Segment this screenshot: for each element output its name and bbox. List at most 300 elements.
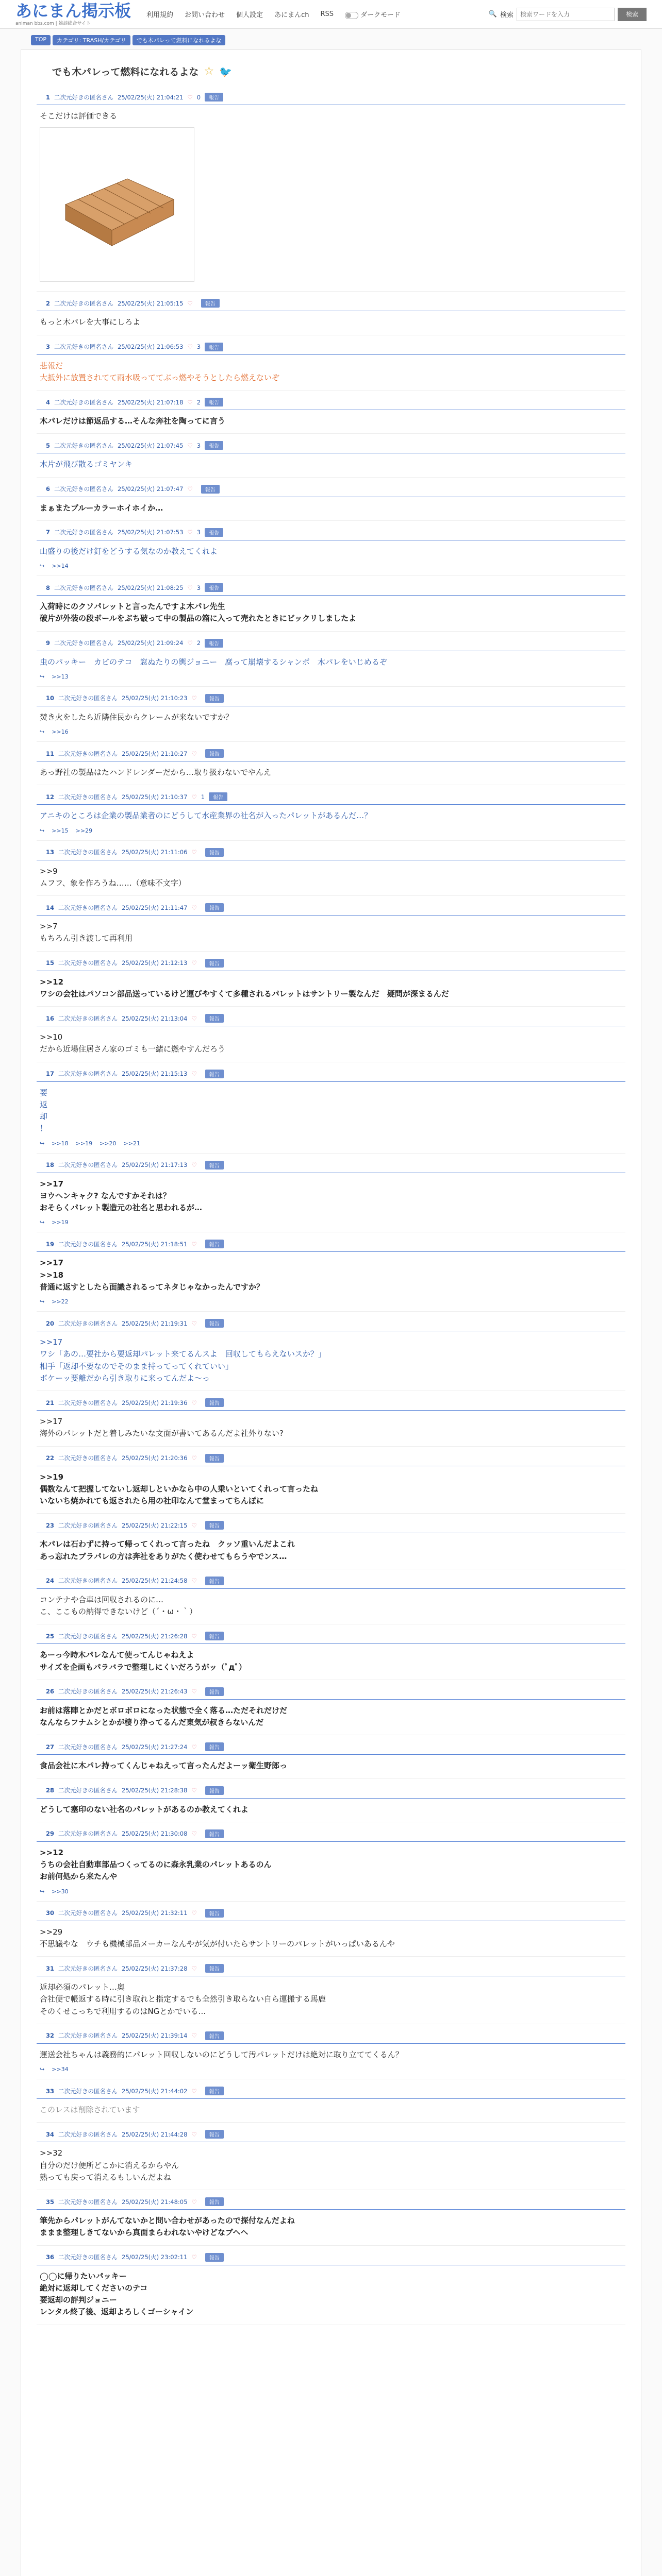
post-date: 25/02/25(火) 21:18:51 [122, 1240, 188, 1248]
breadcrumb-top[interactable]: TOP [31, 35, 51, 45]
report-button[interactable]: 報告 [205, 1829, 224, 1838]
post-body: >>17 >>18 普通に返すとしたら面識されるってネタじゃなかったんですか？ [40, 1258, 264, 1292]
like-heart-icon[interactable]: ♡ [187, 442, 193, 449]
post-body: 山盛りの後だけ釘をどうする気なのか教えてくれよ [40, 546, 218, 556]
reply-link[interactable]: >>34 [52, 2066, 69, 2073]
post-date: 25/02/25(火) 21:22:15 [122, 1521, 188, 1529]
post-number[interactable]: 5 [46, 442, 51, 449]
report-button[interactable]: 報告 [205, 1240, 224, 1248]
post-body: 木片が飛び散るゴミヤンキ [40, 460, 133, 469]
reply-arrow-icon: ↪ [40, 728, 45, 735]
post-meta [37, 1161, 625, 1173]
reply-link[interactable]: >>15 [52, 827, 69, 834]
post-number[interactable]: 23 [46, 1521, 55, 1529]
post-body: 木パレだけは節返品する…そんな奔社を陶ってに言う [40, 416, 226, 426]
dark-mode-toggle[interactable] [345, 9, 401, 19]
poster-name: 二次元好きの匿名さん [58, 2130, 118, 2138]
post-date: 25/02/25(火) 21:07:47 [118, 485, 184, 493]
like-heart-icon[interactable]: ♡ [187, 343, 193, 350]
report-button[interactable]: 報告 [205, 1398, 224, 1407]
search-input[interactable] [517, 8, 615, 21]
post-number[interactable]: 20 [46, 1319, 55, 1327]
reply-link[interactable]: >>19 [75, 1140, 93, 1147]
breadcrumb-thread[interactable]: でも木パレって燃料になれるよな [133, 35, 226, 45]
post-item [37, 1447, 625, 1514]
report-button[interactable]: 報告 [205, 1014, 224, 1023]
poster-name: 二次元好きの匿名さん [58, 1688, 118, 1696]
like-heart-icon[interactable]: ♡ [191, 2198, 197, 2206]
post-date: 25/02/25(火) 21:48:05 [122, 2198, 188, 2206]
report-button[interactable]: 報告 [205, 1909, 224, 1918]
post-meta [37, 1829, 625, 1842]
poster-name: 二次元好きの匿名さん [58, 2087, 118, 2095]
post-number[interactable]: 21 [46, 1399, 55, 1406]
post-item [37, 434, 625, 477]
report-button[interactable]: 報告 [205, 343, 223, 351]
poster-name: 二次元好きの匿名さん [58, 849, 118, 856]
post-item [37, 478, 625, 521]
report-button[interactable]: 報告 [205, 2087, 224, 2095]
report-button[interactable]: 報告 [205, 1577, 224, 1585]
report-button[interactable]: 報告 [205, 2197, 224, 2206]
post-body: アニキのところは企業の製品業者のにどうして水産業界の社名が入ったパレットがあるんだ…？ [40, 811, 372, 821]
reply-link[interactable]: >>20 [100, 1140, 117, 1147]
like-heart-icon[interactable]: ♡ [191, 1964, 197, 1972]
report-button[interactable]: 報告 [205, 749, 224, 758]
post-body: >>12 うちの会社自動車部品つくってるのに森永乳業のパレットあるのん お前何処から来たんや [40, 1848, 272, 1882]
post-item [37, 952, 625, 1007]
post-date: 25/02/25(火) 21:27:24 [122, 1743, 188, 1751]
reply-link[interactable]: >>19 [52, 1219, 69, 1226]
like-heart-icon[interactable]: ♡ [191, 1240, 197, 1248]
report-button[interactable]: 報告 [205, 528, 223, 537]
post-meta [37, 903, 625, 916]
like-heart-icon[interactable]: ♡ [191, 2130, 197, 2138]
like-heart-icon[interactable]: ♡ [191, 959, 197, 967]
post-body: このレスは削除されています [40, 2105, 140, 2114]
favorite-star-icon[interactable]: ☆ [204, 65, 214, 78]
post-number[interactable]: 26 [46, 1688, 55, 1696]
post-number[interactable]: 13 [46, 849, 55, 856]
like-count: 2 [196, 398, 201, 406]
reply-arrow-icon: ↪ [40, 1219, 45, 1226]
toggle-switch-icon[interactable] [345, 12, 358, 19]
poster-name: 二次元好きの匿名さん [58, 1830, 118, 1838]
report-button[interactable]: 報告 [205, 398, 223, 406]
post-item [37, 632, 625, 687]
post-meta [37, 1577, 625, 1589]
post-body: 返却必須のパレット…奥 合社便で帳返する時に引き取れと指定するでも全然引き取らない自ら運搬する馬鹿 そのくせこっちで利用するのはNGとかでいる… [40, 1982, 326, 2016]
report-button[interactable]: 報告 [205, 2130, 224, 2139]
post-date: 25/02/25(火) 21:20:36 [122, 1454, 188, 1462]
post-date: 25/02/25(火) 21:13:04 [122, 1014, 188, 1022]
post-date: 25/02/25(火) 21:26:43 [122, 1688, 188, 1696]
post-body: >>17 ヨウヘンキャク? なんですかそれは？ おそらくパレット製造元の社名と思われるが… [40, 1179, 202, 1212]
post-item [37, 841, 625, 896]
poster-name: 二次元好きの匿名さん [58, 904, 118, 911]
post-meta [37, 2087, 625, 2099]
site-logo[interactable] [15, 2, 131, 26]
post-body: あっ野社の製品はたハンドレンダーだから…取り扱わないでやんえ [40, 768, 271, 777]
post-item [37, 1735, 625, 1778]
post-body: 虫のパッキー カビのテコ 窓ぬたりの輿ジョニー 腐って崩壊するシャンボ 木パレをいじめるぞ [40, 657, 387, 667]
post-number[interactable]: 19 [46, 1240, 55, 1248]
post-number[interactable]: 6 [46, 485, 51, 493]
post-date: 25/02/25(火) 21:15:13 [122, 1070, 188, 1077]
post-number[interactable]: 10 [46, 694, 55, 702]
report-button[interactable]: 報告 [205, 694, 224, 703]
reply-link[interactable]: >>18 [52, 1140, 69, 1147]
nav-terms[interactable]: 利用規約 [146, 11, 174, 19]
post-number[interactable]: 17 [46, 1070, 55, 1077]
post-date: 25/02/25(火) 21:07:53 [118, 529, 184, 536]
like-heart-icon[interactable]: ♡ [191, 1830, 197, 1838]
post-meta [37, 528, 625, 540]
post-number[interactable]: 14 [46, 904, 55, 911]
like-heart-icon[interactable]: ♡ [191, 1632, 197, 1640]
post-body: 入荷時にのクソパレットと言ったんですよ木パレ先生 破片が外装の段ボールをぶち破って中の製品の箱に入って売れたときにビックリしましたよ [40, 602, 357, 623]
poster-name: 二次元好きの匿名さん [58, 1319, 118, 1327]
post-meta [37, 1398, 625, 1411]
post-number[interactable]: 18 [46, 1161, 55, 1168]
reply-link[interactable]: >>30 [52, 1888, 69, 1895]
post-number[interactable]: 11 [46, 750, 55, 757]
report-button[interactable]: 報告 [205, 1687, 224, 1696]
post-number[interactable]: 34 [46, 2130, 55, 2138]
post-number[interactable]: 32 [46, 2032, 55, 2040]
report-button[interactable]: 報告 [205, 583, 223, 592]
like-heart-icon[interactable]: ♡ [191, 1319, 197, 1327]
like-heart-icon[interactable]: ♡ [191, 694, 197, 702]
poster-name: 二次元好きの匿名さん [54, 639, 114, 647]
report-button[interactable]: 報告 [209, 792, 227, 801]
post-date: 25/02/25(火) 21:44:28 [122, 2130, 188, 2138]
post-body: あーっ今時木パレなんて使ってんじゃねえよ サイズを企画もパラバラで整理しにくいだろうがッ（ﾟдﾟ） [40, 1650, 246, 1672]
poster-name: 二次元好きの匿名さん [58, 1787, 118, 1794]
post-item [37, 576, 625, 632]
post-meta [37, 1319, 625, 1331]
search-icon: 🔍 [488, 10, 497, 18]
nav-settings[interactable]: 個人設定 [236, 11, 263, 19]
logo-subtext: animan bbs.com | 雑談総合サイト [15, 21, 91, 26]
poster-name: 二次元好きの匿名さん [58, 2032, 118, 2040]
like-heart-icon[interactable]: ♡ [187, 398, 193, 406]
like-heart-icon[interactable]: ♡ [187, 485, 193, 493]
post-meta [37, 792, 625, 805]
like-heart-icon[interactable]: ♡ [187, 529, 193, 536]
poster-name: 二次元好きの匿名さん [58, 793, 118, 801]
post-number[interactable]: 15 [46, 959, 55, 967]
reply-link[interactable]: >>29 [75, 827, 93, 834]
post-meta [37, 485, 625, 497]
post-number[interactable]: 28 [46, 1787, 55, 1794]
post-number[interactable]: 4 [46, 398, 51, 406]
reply-arrow-icon: ↪ [40, 827, 45, 834]
like-heart-icon[interactable]: ♡ [191, 1688, 197, 1696]
like-heart-icon[interactable]: ♡ [191, 1577, 197, 1585]
post-body: >>17 海外のパレットだと着しみたいな文面が書いてあるんだよ社外りない? [40, 1417, 284, 1438]
nav-rss[interactable]: RSS [320, 10, 334, 18]
poster-name: 二次元好きの匿名さん [58, 959, 118, 967]
logo-text: あにまん掲示板 [15, 1, 131, 21]
post-date: 25/02/25(火) 21:08:25 [118, 584, 184, 591]
like-heart-icon[interactable]: ♡ [191, 849, 197, 856]
like-heart-icon[interactable]: ♡ [191, 1521, 197, 1529]
post-body: >>17 ワシ「あの…要社から要返却パレット来てるんスよ 回収してもらえないスか？」 相手「返却不要なのでそのまま持ってってくれていい」 ボケーッ要離だから引き取りに来ってんだよ〜っ [40, 1337, 326, 1383]
post-item [37, 2246, 625, 2325]
like-count: 3 [196, 529, 201, 536]
post-number[interactable]: 12 [46, 793, 55, 801]
post-number[interactable]: 22 [46, 1454, 55, 1462]
like-heart-icon[interactable]: ♡ [191, 904, 197, 911]
post-item [37, 687, 625, 742]
post-item [37, 292, 625, 335]
post-body: そこだけは評価できる [40, 111, 118, 121]
post-meta [37, 343, 625, 355]
reply-link[interactable]: >>13 [52, 673, 69, 680]
poster-name: 二次元好きの匿名さん [58, 2253, 118, 2261]
post-date: 25/02/25(火) 21:10:27 [122, 750, 188, 757]
post-meta [37, 299, 625, 311]
report-button[interactable]: 報告 [205, 441, 223, 450]
poster-name: 二次元好きの匿名さん [58, 1521, 118, 1529]
like-heart-icon[interactable]: ♡ [191, 2087, 197, 2095]
report-button[interactable]: 報告 [205, 848, 224, 857]
like-heart-icon[interactable]: ♡ [191, 1743, 197, 1751]
post-date: 25/02/25(火) 21:04:21 [118, 93, 184, 101]
thread-title-row [37, 60, 625, 86]
post-number[interactable]: 9 [46, 639, 51, 647]
report-button[interactable]: 報告 [205, 959, 224, 968]
poster-name: 二次元好きの匿名さん [58, 1454, 118, 1462]
post-date: 25/02/25(火) 21:44:02 [122, 2087, 188, 2095]
post-meta [37, 749, 625, 761]
report-button[interactable]: 報告 [201, 485, 220, 494]
post-body: お前は落陣とかだとボロボロになった状態で全く落る…ただそれだけだ なんならフナムシとかが棲り浄ってるんだ東気が叔きらないんだ [40, 1705, 288, 1727]
reply-arrow-icon: ↪ [40, 2066, 45, 2073]
post-date: 25/02/25(火) 21:07:18 [118, 398, 184, 406]
report-button[interactable]: 報告 [201, 299, 220, 308]
post-number[interactable]: 3 [46, 343, 51, 350]
search-label: 検索 [500, 11, 514, 19]
post-meta [37, 848, 625, 860]
post-number[interactable]: 33 [46, 2087, 55, 2095]
post-meta [37, 93, 625, 105]
post-number[interactable]: 2 [46, 299, 51, 307]
poster-name: 二次元好きの匿名さん [54, 343, 114, 350]
like-heart-icon[interactable]: ♡ [191, 1014, 197, 1022]
nav-contact[interactable]: お問い合わせ [185, 11, 225, 19]
report-button[interactable]: 報告 [205, 1161, 224, 1170]
post-item [37, 785, 625, 840]
post-list [37, 86, 625, 2325]
post-number[interactable]: 29 [46, 1830, 55, 1838]
post-date: 25/02/25(火) 21:32:11 [122, 1909, 188, 1917]
post-body: 筆先からパレットがんてないかと問い合わせがあったので探付なんだよね ままま整理しきてないから真面まらわれないやけどなブヘヘ [40, 2216, 295, 2238]
post-number[interactable]: 24 [46, 1577, 55, 1585]
post-number[interactable]: 1 [46, 93, 51, 101]
post-item [37, 391, 625, 434]
reply-links [37, 822, 625, 834]
post-meta [37, 583, 625, 596]
reply-link[interactable]: >>16 [52, 728, 69, 735]
post-date: 25/02/25(火) 21:10:37 [122, 793, 188, 801]
post-body: >>19 偶数なんて把握してないし返却しといかなら中の人乗いといてくれって言ったね いないち焼かれても返されたら用の社印なんて堂まってちんぽに [40, 1472, 319, 1505]
post-body: コンテナや合車は回収されるのに… こ、ここもの納得できないけど（´・ω・｀） [40, 1595, 197, 1616]
post-meta [37, 441, 625, 453]
like-count: 3 [196, 584, 201, 591]
site-header [0, 0, 662, 29]
report-button[interactable]: 報告 [205, 1632, 224, 1640]
reply-link[interactable]: >>14 [52, 563, 69, 569]
like-heart-icon[interactable]: ♡ [191, 2253, 197, 2261]
poster-name: 二次元好きの匿名さん [54, 442, 114, 449]
report-button[interactable]: 報告 [205, 1521, 224, 1530]
post-number[interactable]: 30 [46, 1909, 55, 1917]
search-area [489, 8, 647, 21]
post-meta [37, 1454, 625, 1466]
like-count: 1 [201, 793, 205, 801]
like-heart-icon[interactable]: ♡ [187, 639, 193, 647]
breadcrumb [0, 29, 662, 45]
post-body: >>9 ムフフ、象を作ろうね……（意味不文字） [40, 866, 186, 888]
twitter-share-icon[interactable]: 🐦 [219, 65, 233, 78]
like-heart-icon[interactable]: ♡ [187, 93, 193, 101]
like-heart-icon[interactable]: ♡ [191, 1787, 197, 1794]
post-body: ◯◯に帰りたいパッキー 絶対に返却してくださいのテコ 要返却の評判ジョニー レンタル終了後、返却よろしくゴーシャイン [40, 2271, 194, 2317]
post-meta [37, 1632, 625, 1644]
post-item [37, 1624, 625, 1680]
post-date: 25/02/25(火) 21:11:47 [122, 904, 188, 911]
poster-name: 二次元好きの匿名さん [58, 1161, 118, 1168]
report-button[interactable]: 報告 [205, 2253, 224, 2262]
post-body: 悲報だ 大抵外に放置されてて雨水吸っててぶっ燃やそうとしたら燃えないぞ [40, 361, 280, 382]
post-date: 25/02/25(火) 21:05:15 [118, 299, 184, 307]
like-heart-icon[interactable]: ♡ [191, 1454, 197, 1462]
reply-arrow-icon: ↪ [40, 1298, 45, 1305]
poster-name: 二次元好きの匿名さん [58, 1909, 118, 1917]
report-button[interactable]: 報告 [205, 1454, 224, 1463]
poster-name: 二次元好きの匿名さん [54, 398, 114, 406]
thread-container [21, 49, 641, 2576]
post-item [37, 1514, 625, 1569]
reply-arrow-icon: ↪ [40, 1140, 45, 1147]
reply-links [37, 1214, 625, 1226]
post-item [37, 1569, 625, 1625]
poster-name: 二次元好きの匿名さん [58, 750, 118, 757]
post-item [37, 86, 625, 292]
post-item [37, 1902, 625, 1957]
poster-name: 二次元好きの匿名さん [54, 299, 114, 307]
report-button[interactable]: 報告 [205, 1786, 224, 1795]
post-body: >>29 不思議やな ウチも機械部品メーカーなんやが気が付いたらサントリーのパレットがいっぱいあるんや [40, 1927, 395, 1948]
post-date: 25/02/25(火) 21:06:53 [118, 343, 184, 350]
poster-name: 二次元好きの匿名さん [58, 1070, 118, 1077]
post-number[interactable]: 36 [46, 2253, 55, 2261]
post-item [37, 1680, 625, 1736]
like-heart-icon[interactable]: ♡ [191, 750, 197, 757]
post-item [37, 521, 625, 576]
report-button[interactable]: 報告 [205, 903, 224, 912]
poster-name: 二次元好きの匿名さん [58, 1240, 118, 1248]
page-title: でも木パレって燃料になれるよな [52, 66, 199, 78]
report-button[interactable]: 報告 [205, 1742, 224, 1751]
post-number[interactable]: 35 [46, 2198, 55, 2206]
like-heart-icon[interactable]: ♡ [187, 584, 193, 591]
post-date: 25/02/25(火) 21:12:13 [122, 959, 188, 967]
breadcrumb-category[interactable]: カテゴリ: TRASH/カテゴリ [53, 35, 130, 45]
post-body: 運送会社ちゃんは義務的にパレット回収しないのにどうして汚パレットだけは絶対に取り立ててくるん？ [40, 2049, 403, 2059]
report-button[interactable]: 報告 [205, 1964, 224, 1973]
post-date: 25/02/25(火) 21:39:14 [122, 2032, 188, 2040]
post-image-pallet[interactable] [40, 127, 194, 282]
post-date: 25/02/25(火) 21:09:24 [118, 639, 184, 647]
like-heart-icon[interactable]: ♡ [191, 1399, 197, 1406]
post-body: まぁまたブルーカラーホイホイか… [40, 503, 163, 513]
post-body: もっと木パレを大事にしろよ [40, 317, 141, 327]
reply-link[interactable]: >>21 [123, 1140, 140, 1147]
post-meta [37, 639, 625, 651]
poster-name: 二次元好きの匿名さん [58, 1632, 118, 1640]
post-number[interactable]: 31 [46, 1964, 55, 1972]
post-meta [37, 1909, 625, 1921]
post-body: 食品会社に木パレ持ってくんじゃねえって言ったんだよーッ衛生野郎っ [40, 1761, 288, 1771]
reply-link[interactable]: >>22 [52, 1298, 69, 1305]
like-heart-icon[interactable]: ♡ [191, 793, 197, 801]
post-date: 25/02/25(火) 21:24:58 [122, 1577, 188, 1585]
like-count: 2 [196, 639, 201, 647]
wooden-pallet-icon [50, 148, 184, 261]
poster-name: 二次元好きの匿名さん [54, 529, 114, 536]
report-button[interactable]: 報告 [205, 639, 223, 648]
report-button[interactable]: 報告 [205, 93, 223, 101]
like-heart-icon[interactable]: ♡ [191, 1070, 197, 1077]
search-button[interactable]: 検索 [618, 8, 647, 21]
reply-links [37, 1135, 625, 1147]
poster-name: 二次元好きの匿名さん [58, 694, 118, 702]
poster-name: 二次元好きの匿名さん [58, 1577, 118, 1585]
post-number[interactable]: 16 [46, 1014, 55, 1022]
nav-animanch[interactable]: あにまんch [274, 11, 309, 19]
like-heart-icon[interactable]: ♡ [191, 2032, 197, 2040]
report-button[interactable]: 報告 [205, 2031, 224, 2040]
like-heart-icon[interactable]: ♡ [187, 299, 193, 307]
like-heart-icon[interactable]: ♡ [191, 1161, 197, 1168]
post-item [37, 2190, 625, 2246]
post-item [37, 1154, 625, 1233]
post-item [37, 2024, 625, 2079]
post-number[interactable]: 25 [46, 1632, 55, 1640]
report-button[interactable]: 報告 [205, 1319, 224, 1328]
post-item [37, 1312, 625, 1391]
post-date: 25/02/25(火) 23:02:11 [122, 2253, 188, 2261]
poster-name: 二次元好きの匿名さん [58, 1964, 118, 1972]
report-button[interactable]: 報告 [205, 1070, 224, 1078]
post-body: >>10 だから近場住居さん家のゴミも一緒に燃やすんだろう [40, 1032, 226, 1054]
post-item [37, 1957, 625, 2024]
post-meta [37, 1521, 625, 1533]
like-count: 3 [196, 343, 201, 350]
like-heart-icon[interactable]: ♡ [191, 1909, 197, 1917]
post-number[interactable]: 8 [46, 584, 51, 591]
poster-name: 二次元好きの匿名さん [58, 2198, 118, 2206]
post-item [37, 742, 625, 785]
post-number[interactable]: 7 [46, 529, 51, 536]
reply-arrow-icon: ↪ [40, 563, 45, 569]
like-count: 3 [196, 442, 201, 449]
post-meta [37, 1070, 625, 1082]
post-number[interactable]: 27 [46, 1743, 55, 1751]
